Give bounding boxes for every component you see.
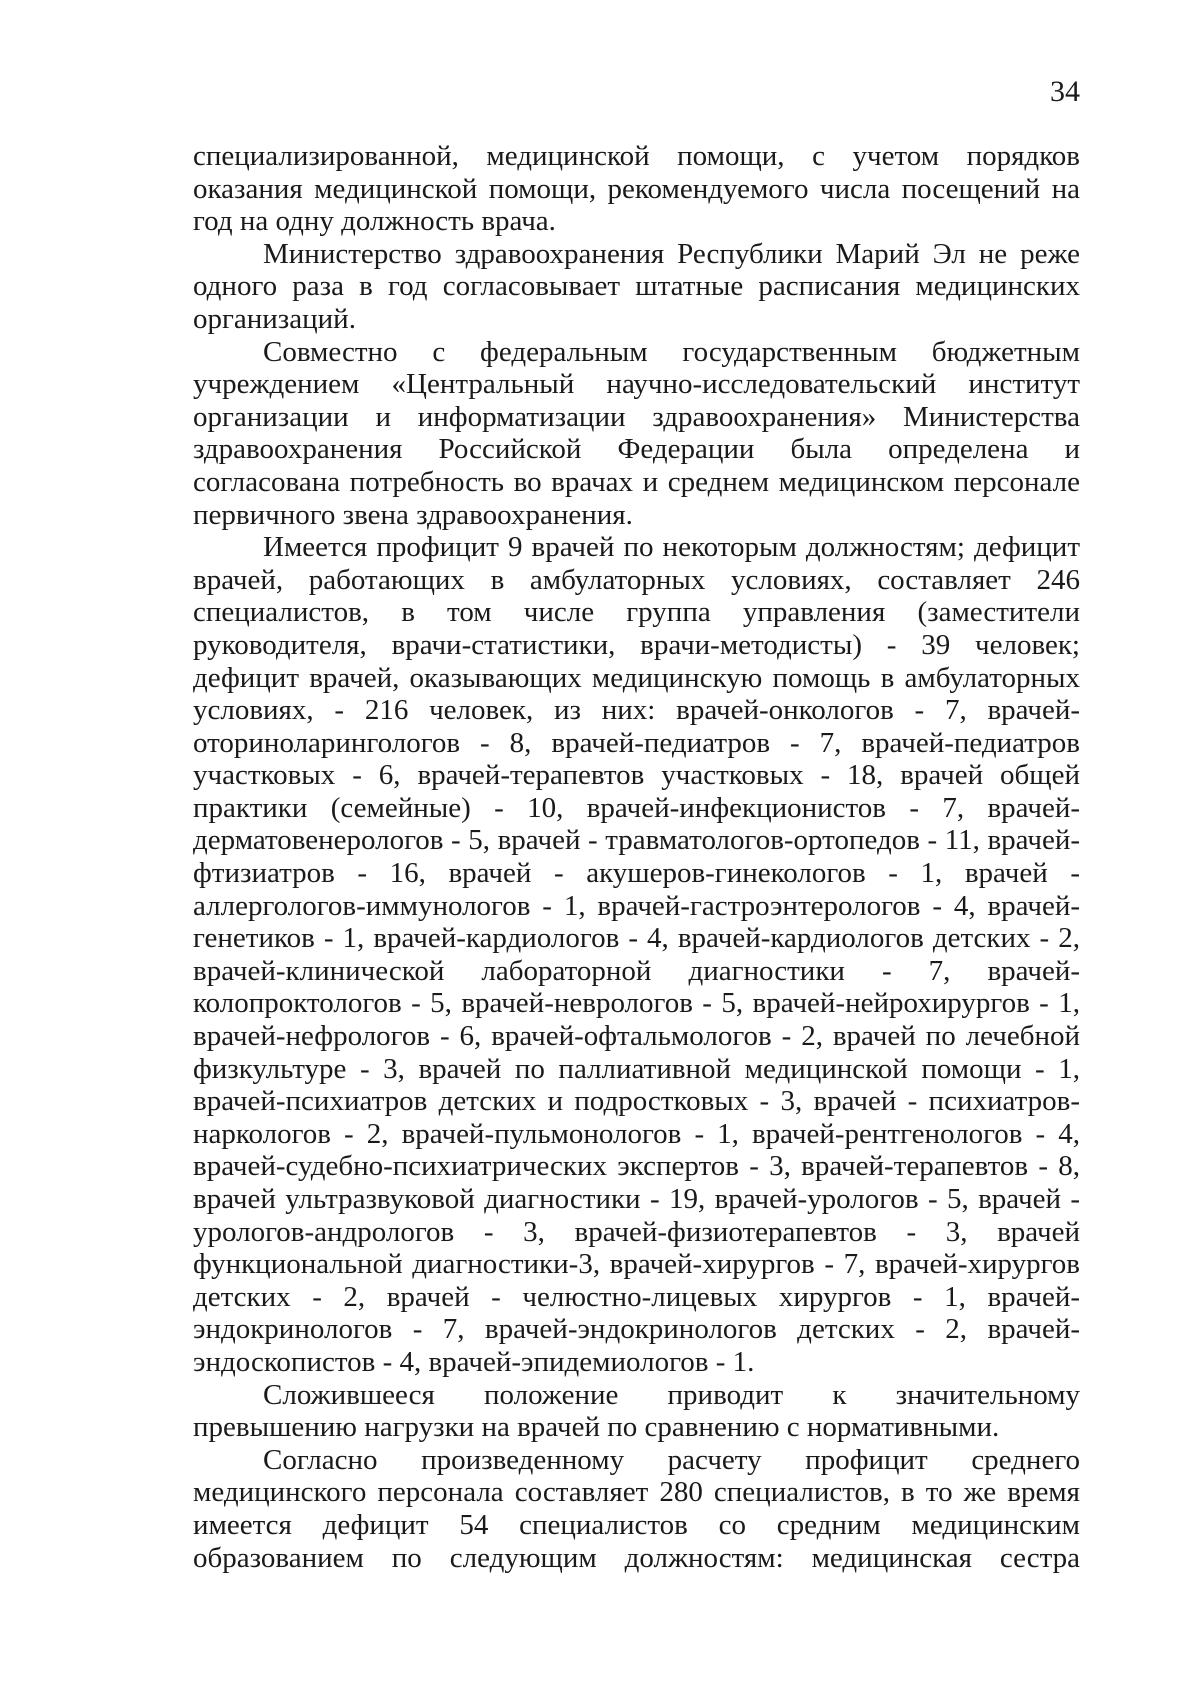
paragraph-4: Имеется профицит 9 врачей по некоторым должностям; дефицит врачей, работающих в амбулаторных условиях, составляет 246 специалистов, в том числе группа управления (заместители руководителя, врачи-статистики, врачи-методисты) - 39 человек; дефицит врачей, оказывающих медицинскую помощь в амбулаторных условиях, - 216 человек, из них: врачей-онкологов - 7, врачей-оториноларингологов - 8, врачей-педиатров - 7, врачей-педиатров участковых - 6, врачей-терапевтов участковых - 18, врачей общей практики (семейные) - 10, врачей-инфекционистов - 7, врачей-дерматовенерологов - 5, врачей - травматологов-ортопедов - 11, врачей-фтизиатров - 16, врачей - акушеров-гинекологов - 1, врачей - аллергологов-иммунологов - 1, врачей-гастроэнтерологов - 4, врачей-генетиков - 1, врачей-кардиологов - 4, врачей-кардиологов детских - 2, врачей-клинической лабораторной диагностики - 7, врачей-колопроктологов - 5, врачей-неврологов - 5, врачей-нейрохирургов - 1, врачей-нефрологов - 6, врачей-офтальмологов - 2, врачей по лечебной физкультуре - 3, врачей по паллиативной медицинской помощи - 1, врачей-психиатров детских и подростковых - 3, врачей - психиатров-наркологов - 2, врачей-пульмонологов - 1, врачей-рентгенологов - 4, врачей-судебно-психиатрических экспертов - 3, врачей-терапевтов - 8, врачей ультразвуковой диагностики - 19, врачей-урологов - 5, врачей - урологов-андрологов - 3, врачей-физиотерапевтов - 3, врачей функциональной диагностики-3, врачей-хирургов - 7, врачей-хирургов детских - 2, врачей - челюстно-лицевых хирургов - 1, врачей-эндокринологов - 7, врачей-эндокринологов детских - 2, врачей-эндоскопистов - 4, врачей-эпидемиологов - 1. [193, 531, 1080, 1378]
paragraph-3: Совместно с федеральным государственным бюджетным учреждением «Центральный научно-исследовательский институт организации и информатизации здравоохранения» Министерства здравоохранения Российской Федерации была определена и согласована потребность во врачах и среднем медицинском персонале первичного звена здравоохранения. [193, 335, 1080, 531]
paragraph-6: Согласно произведенному расчету профицит среднего медицинского персонала составляет 280 специалистов, в то же время имеется дефицит 54 специалистов со средним медицинским образованием по следующим должностям: медицинская сестра [193, 1443, 1080, 1574]
paragraph-5: Сложившееся положение приводит к значительному превышению нагрузки на врачей по сравнению с нормативными. [193, 1378, 1080, 1444]
document-body [193, 140, 1080, 1574]
paragraph-2: Министерство здравоохранения Республики Марий Эл не реже одного раза в год согласовывает штатные расписания медицинских организаций. [193, 237, 1080, 335]
paragraph-1: специализированной, медицинской помощи, с учетом порядков оказания медицинской помощи, рекомендуемого числа посещений на год на одну должность врача. [193, 140, 1080, 238]
page-number: 34 [1050, 75, 1080, 108]
